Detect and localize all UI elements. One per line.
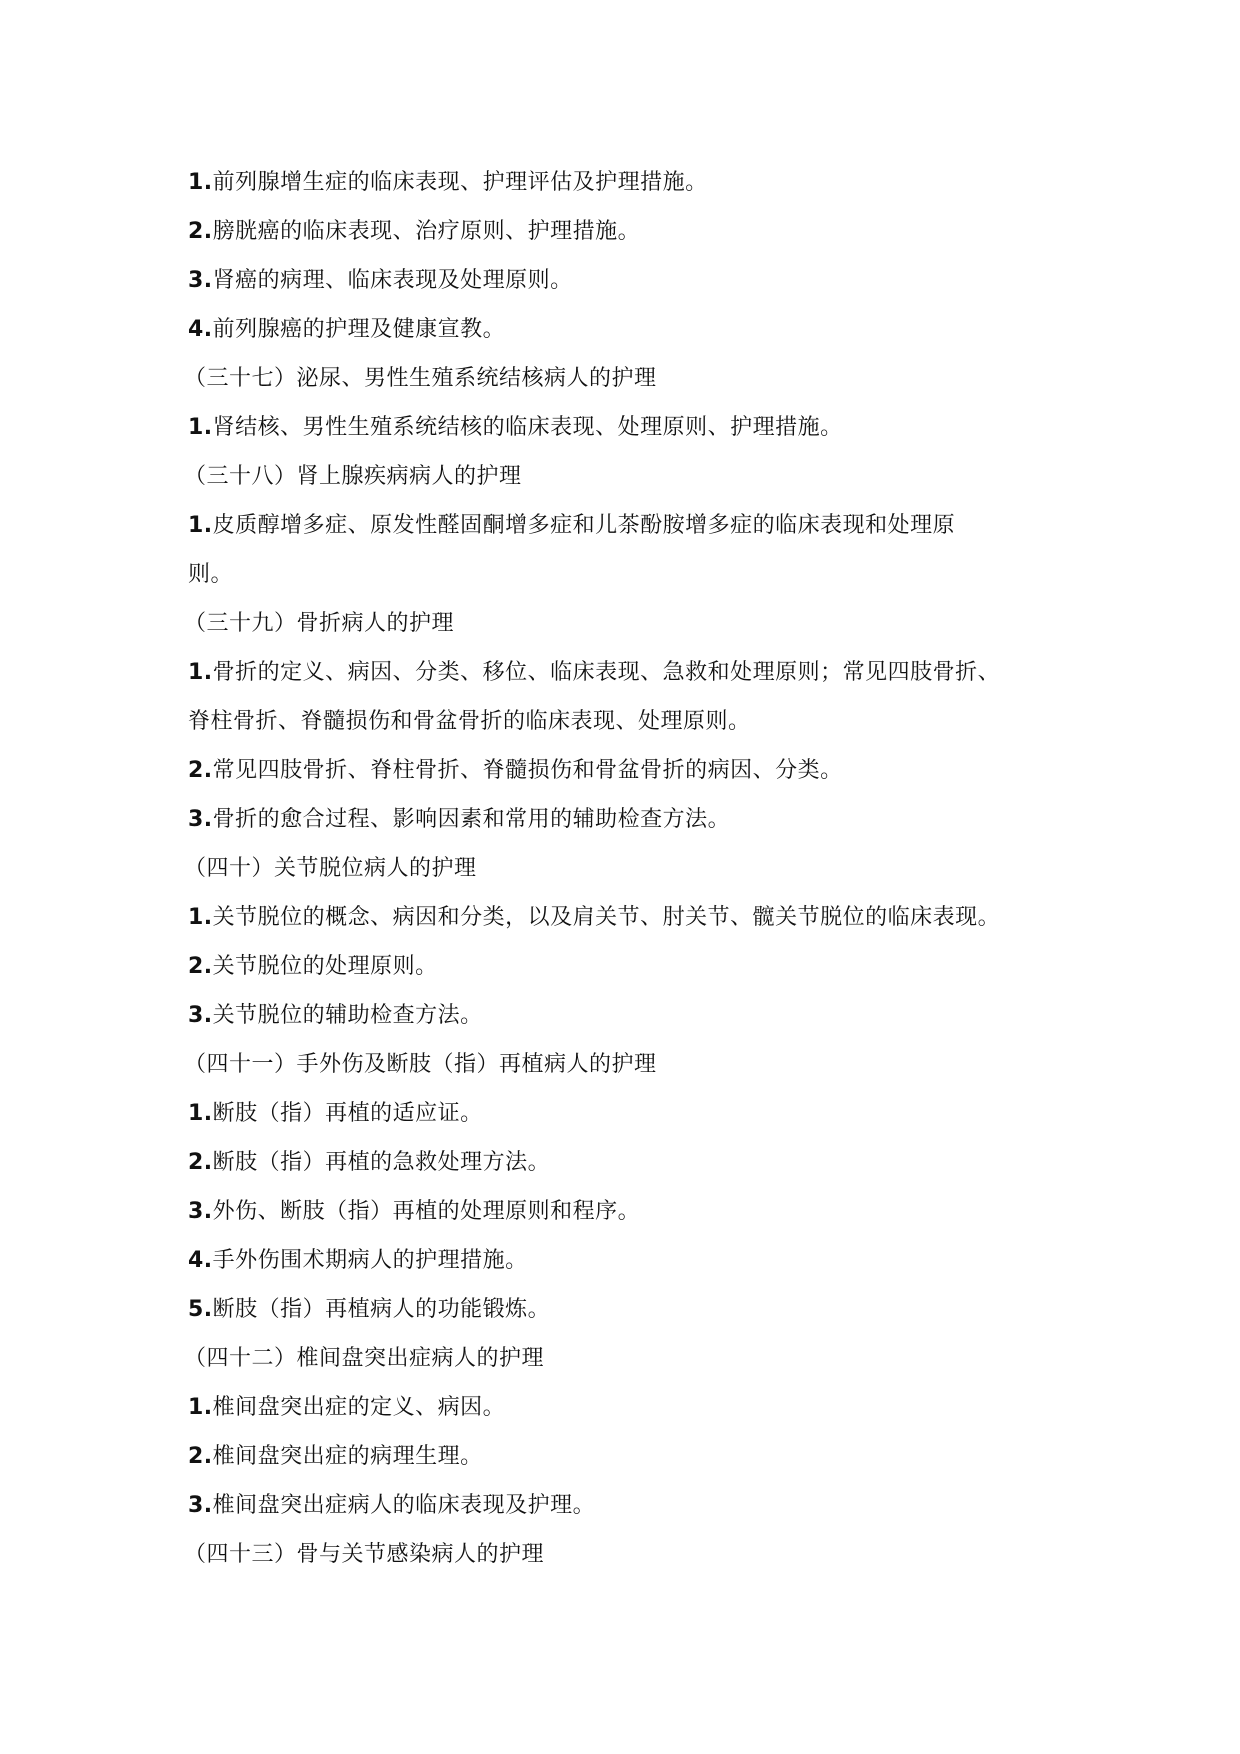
list-item: [188, 1236, 1068, 1285]
item-text: 关节脱位的处理原则。: [212, 954, 438, 979]
item-number: 2.: [188, 758, 213, 783]
item-text: 骨折的定义、病因、分类、移位、临床表现、急救和处理原则；常见四肢骨折、: [212, 660, 1001, 685]
item-number: 4.: [188, 317, 213, 342]
list-item: [188, 1432, 1068, 1481]
item-text: 椎间盘突出症病人的临床表现及护理。: [212, 1493, 596, 1518]
item-number: 3.: [188, 1493, 213, 1518]
item-text: 关节脱位的辅助检查方法。: [212, 1003, 483, 1028]
item-number: 4.: [188, 1248, 213, 1273]
item-text: 前列腺增生症的临床表现、护理评估及护理措施。: [212, 170, 708, 195]
item-text: 关节脱位的概念、病因和分类，以及肩关节、肘关节、髋关节脱位的临床表现。: [212, 905, 1001, 930]
item-text: 肾结核、男性生殖系统结核的临床表现、处理原则、护理措施。: [212, 415, 843, 440]
item-text: 断肢（指）再植的急救处理方法。: [212, 1150, 551, 1175]
item-number: 5.: [188, 1297, 213, 1322]
item-text: 椎间盘突出症的定义、病因。: [212, 1395, 506, 1420]
section-heading: （三十九）骨折病人的护理: [184, 611, 455, 636]
list-item: [188, 1187, 1068, 1236]
item-number: 1.: [188, 905, 213, 930]
item-number: 2.: [188, 954, 213, 979]
section-heading: （四十二）椎间盘突出症病人的护理: [184, 1346, 545, 1371]
item-text: 骨折的愈合过程、影响因素和常用的辅助检查方法。: [212, 807, 731, 832]
list-item: [188, 1285, 1068, 1334]
item-number: 2.: [188, 1444, 213, 1469]
section-heading: （四十）关节脱位病人的护理: [184, 856, 477, 881]
item-number: 1.: [188, 415, 213, 440]
list-item-continuation: 脊柱骨折、脊髓损伤和骨盆骨折的临床表现、处理原则。: [188, 709, 751, 734]
item-number: 2.: [188, 219, 213, 244]
list-item: [188, 746, 1068, 795]
list-item: [188, 403, 1068, 452]
document-body: [184, 158, 1068, 1579]
item-number: 3.: [188, 1003, 213, 1028]
item-number: 1.: [188, 660, 213, 685]
item-number: 3.: [188, 807, 213, 832]
item-number: 2.: [188, 1150, 213, 1175]
item-number: 3.: [188, 268, 213, 293]
item-text: 肾癌的病理、临床表现及处理原则。: [212, 268, 573, 293]
item-number: 3.: [188, 1199, 213, 1224]
list-item: [188, 795, 1068, 844]
item-text: 断肢（指）再植病人的功能锻炼。: [212, 1297, 551, 1322]
item-text: 手外伤围术期病人的护理措施。: [212, 1248, 528, 1273]
list-item: [188, 893, 1068, 942]
list-item: [188, 305, 1068, 354]
item-number: 1.: [188, 1395, 213, 1420]
section-heading: （四十一）手外伤及断肢（指）再植病人的护理: [184, 1052, 657, 1077]
list-item: [188, 1383, 1068, 1432]
item-text: 皮质醇增多症、原发性醛固酮增多症和儿茶酚胺增多症的临床表现和处理原: [212, 513, 956, 538]
item-number: 1.: [188, 1101, 213, 1126]
item-text: 常见四肢骨折、脊柱骨折、脊髓损伤和骨盆骨折的病因、分类。: [212, 758, 843, 783]
list-item: [188, 1138, 1068, 1187]
list-item-continuation: 则。: [188, 562, 234, 587]
item-text: 膀胱癌的临床表现、治疗原则、护理措施。: [212, 219, 641, 244]
list-item: [188, 1481, 1068, 1530]
item-text: 椎间盘突出症的病理生理。: [212, 1444, 483, 1469]
list-item: [188, 256, 1068, 305]
list-item: [188, 1089, 1068, 1138]
list-item: [188, 648, 1068, 697]
item-text: 外伤、断肢（指）再植的处理原则和程序。: [212, 1199, 641, 1224]
list-item: [188, 158, 1068, 207]
item-text: 断肢（指）再植的适应证。: [212, 1101, 483, 1126]
item-number: 1.: [188, 170, 213, 195]
section-heading: （四十三）骨与关节感染病人的护理: [184, 1542, 545, 1567]
list-item: [188, 501, 1068, 550]
list-item: [188, 207, 1068, 256]
section-heading: （三十七）泌尿、男性生殖系统结核病人的护理: [184, 366, 657, 391]
item-text: 前列腺癌的护理及健康宣教。: [212, 317, 506, 342]
list-item: [188, 991, 1068, 1040]
section-heading: （三十八）肾上腺疾病病人的护理: [184, 464, 522, 489]
item-number: 1.: [188, 513, 213, 538]
list-item: [188, 942, 1068, 991]
